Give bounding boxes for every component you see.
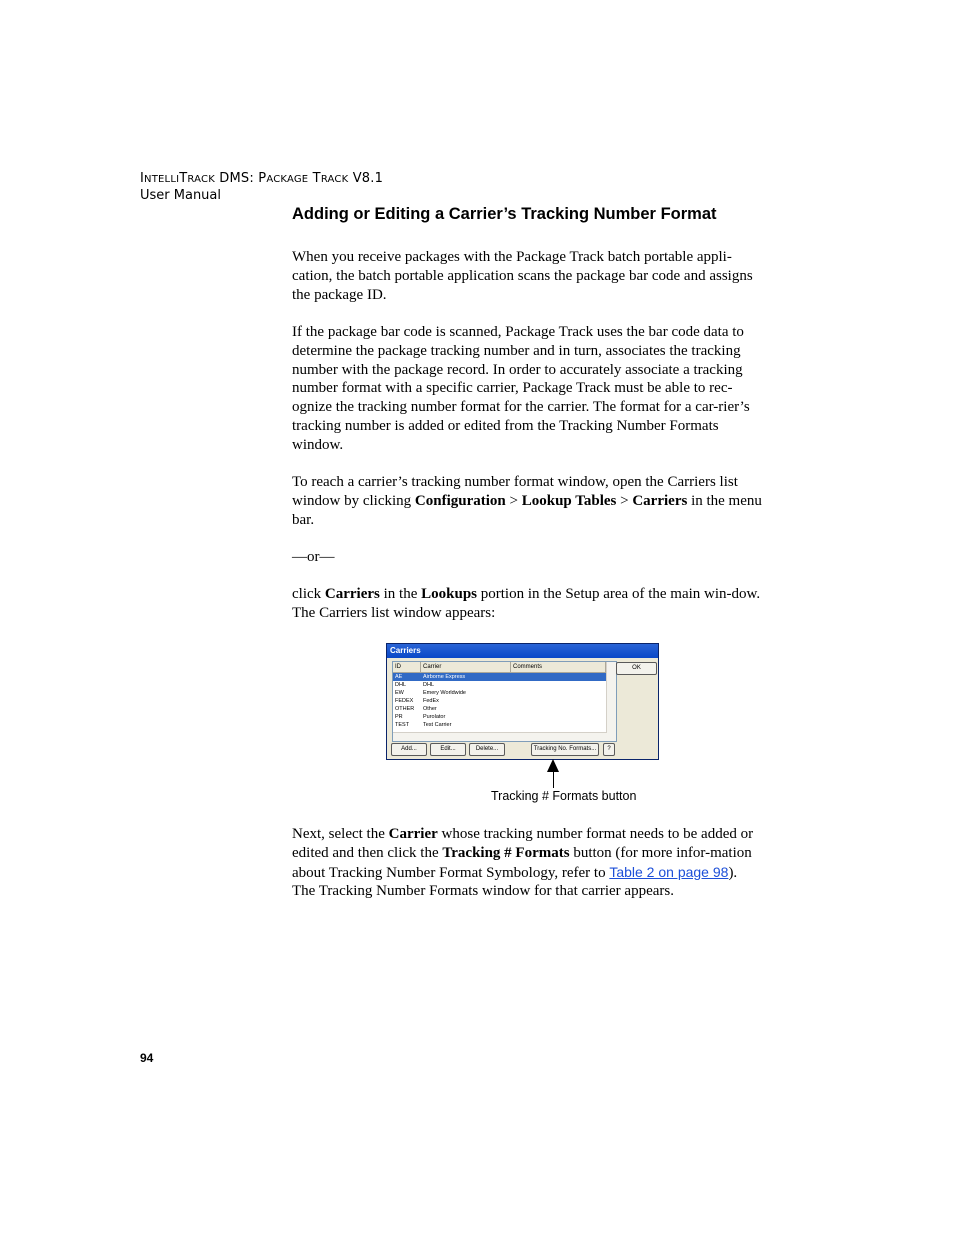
column-carrier[interactable]: Carrier: [421, 662, 511, 672]
figure-caption: Tracking # Formats button: [491, 789, 637, 803]
list-row[interactable]: EW Emery Worldwide: [395, 690, 466, 696]
running-header-title: INTELLITRACK DMS: PACKAGE TRACK V8.1: [140, 171, 384, 186]
table-2-link[interactable]: Table 2 on page 98: [609, 863, 729, 880]
paragraph-3: To reach a carrier’s tracking number format window, open the Carriers list window by clicking Configuration > Lookup Tables > Carriers in the menu bar.: [292, 474, 762, 528]
section-title: Adding or Editing a Carrier’s Tracking Number Format: [292, 205, 717, 223]
column-comments[interactable]: Comments: [511, 662, 606, 672]
list-header: [393, 662, 616, 673]
list-row[interactable]: TEST Test Carrier: [395, 722, 452, 728]
tracking-formats-button[interactable]: Tracking No. Formats...: [531, 743, 599, 756]
or-separator: —or—: [292, 549, 335, 565]
paragraph-1: When you receive packages with the Package Track batch portable appli-cation, the batch portable application scans the package bar code and assigns the package ID.: [292, 249, 753, 303]
list-row[interactable]: PR Purolator: [395, 714, 446, 720]
help-button[interactable]: ?: [603, 743, 615, 756]
list-row[interactable]: FEDEX FedEx: [395, 698, 439, 704]
paragraph-5: Next, select the Carrier whose tracking number format needs to be added or edited and then click the Tracking # Formats button (for more infor-mation about Tracking Number Format Symbology, refer to Table 2 on page 98). The Tracking Number Formats window for that carrier appears.: [292, 826, 754, 900]
callout-arrow-line: [553, 770, 554, 788]
paragraph-2: If the package bar code is scanned, Package Track uses the bar code data to determine the package tracking number and in turn, associates the tracking number with the package record. In order to accurately associate a tracking number format with a specific carrier, Package Track must be able to rec-ognize the tracking number format for the carrier. The format for a car-rier’s tracking number is added or edited from the Tracking Number Formats window.: [292, 324, 750, 453]
column-id[interactable]: ID: [393, 662, 421, 672]
running-header-subtitle: User Manual: [140, 188, 222, 203]
paragraph-4: click Carriers in the Lookups portion in the Setup area of the main win-dow. The Carriers list window appears:: [292, 586, 761, 621]
list-row[interactable]: AE Airborne Express: [393, 673, 616, 681]
list-row[interactable]: OTHER Other: [395, 706, 437, 712]
ok-button[interactable]: OK: [616, 662, 657, 675]
delete-button[interactable]: Delete...: [469, 743, 505, 756]
carriers-window-screenshot: [386, 643, 659, 760]
list-row[interactable]: DHL DHL: [395, 682, 435, 688]
horizontal-scrollbar[interactable]: [393, 732, 607, 741]
edit-button[interactable]: Edit...: [430, 743, 466, 756]
vertical-scrollbar[interactable]: [606, 662, 616, 741]
window-title: Carriers: [387, 644, 658, 658]
carriers-list[interactable]: [392, 661, 617, 742]
page-number: 94: [140, 1051, 154, 1065]
add-button[interactable]: Add...: [391, 743, 427, 756]
